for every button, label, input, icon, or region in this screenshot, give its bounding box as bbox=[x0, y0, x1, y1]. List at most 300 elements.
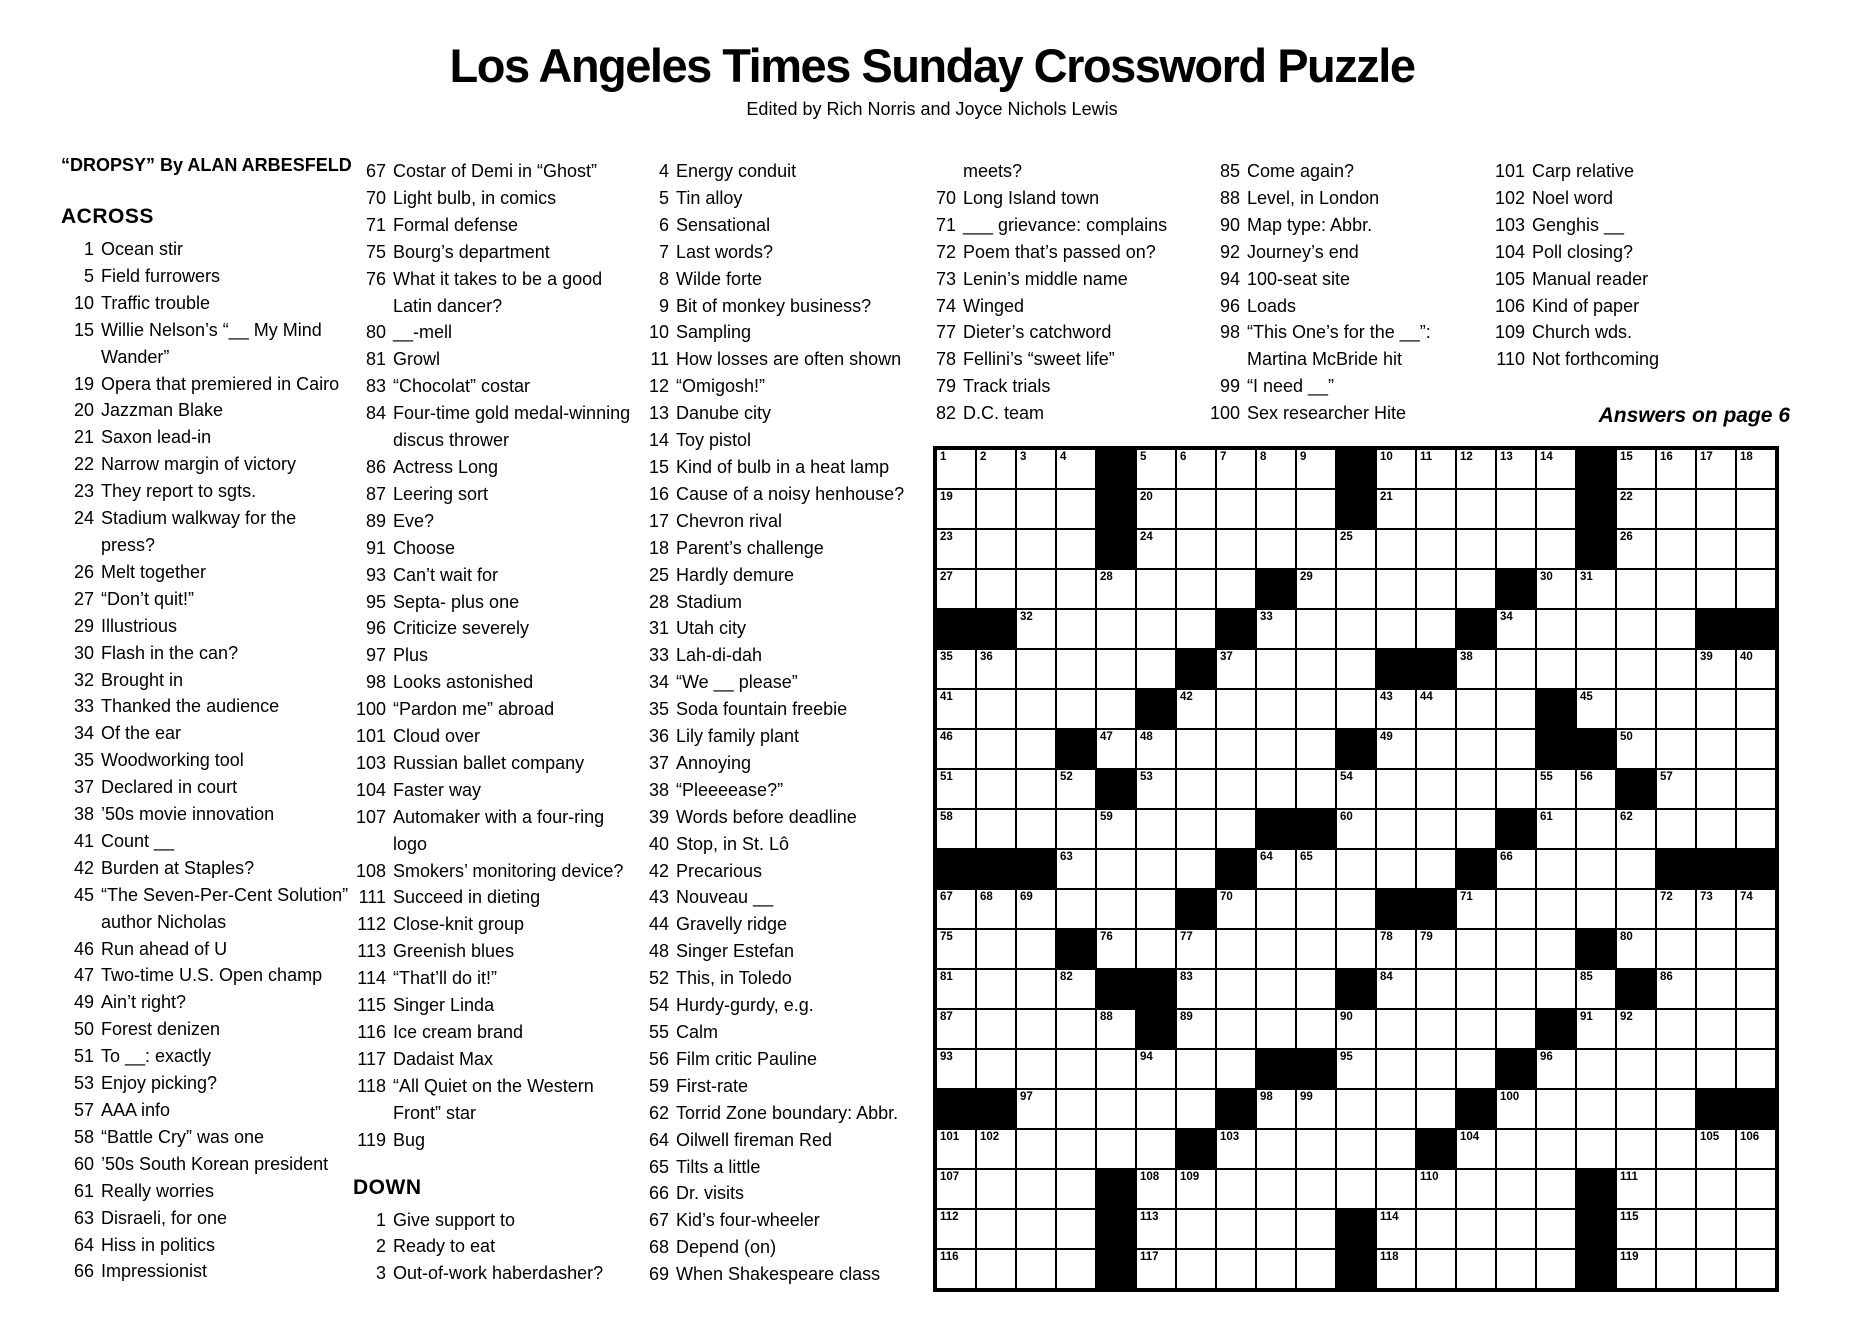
cell-number: 28 bbox=[1100, 571, 1113, 583]
cell-number: 98 bbox=[1260, 1091, 1273, 1103]
clue-number: 51 bbox=[73, 1046, 94, 1067]
grid-cell-black bbox=[1096, 769, 1136, 809]
grid-cell bbox=[1296, 929, 1336, 969]
grid-cell bbox=[1536, 809, 1576, 849]
clue-text: Level, in London bbox=[1247, 187, 1380, 208]
grid-cell bbox=[1696, 889, 1736, 929]
clue-110 bbox=[1492, 346, 1802, 373]
grid-cell bbox=[1376, 929, 1416, 969]
cell-number: 99 bbox=[1300, 1091, 1313, 1103]
cell-number: 37 bbox=[1220, 651, 1233, 663]
grid-cell bbox=[1056, 1009, 1096, 1049]
grid-cell bbox=[1696, 569, 1736, 609]
clue-15 bbox=[636, 454, 924, 481]
clue-52 bbox=[636, 965, 924, 992]
clue-97 bbox=[353, 642, 641, 669]
grid-cell bbox=[1336, 609, 1376, 649]
grid-cell bbox=[1416, 1009, 1456, 1049]
grid-cell bbox=[1176, 1089, 1216, 1129]
grid-cell bbox=[1736, 1209, 1776, 1249]
grid-cell bbox=[1656, 569, 1696, 609]
clue-text: Two-time U.S. Open champ bbox=[101, 965, 323, 986]
grid-cell bbox=[1496, 889, 1536, 929]
grid-cell-black bbox=[976, 609, 1016, 649]
grid-cell bbox=[1016, 1249, 1056, 1289]
clue-text: First-rate bbox=[676, 1075, 748, 1096]
clue-65 bbox=[636, 1154, 924, 1181]
cell-number: 7 bbox=[1220, 451, 1227, 463]
grid-cell bbox=[1536, 889, 1576, 929]
grid-cell bbox=[1096, 1129, 1136, 1169]
grid-cell-black bbox=[1456, 609, 1496, 649]
grid-cell-black bbox=[1096, 969, 1136, 1009]
grid-cell bbox=[1016, 729, 1056, 769]
grid-cell bbox=[1336, 569, 1376, 609]
grid-cell bbox=[1056, 969, 1096, 1009]
cell-number: 55 bbox=[1540, 771, 1553, 783]
cell-number: 108 bbox=[1140, 1171, 1160, 1183]
grid-cell-black bbox=[1336, 489, 1376, 529]
clue-number: 2 bbox=[375, 1236, 386, 1257]
grid-cell-black bbox=[1096, 529, 1136, 569]
cell-number: 118 bbox=[1380, 1251, 1399, 1263]
grid-cell bbox=[1056, 569, 1096, 609]
grid-cell bbox=[1656, 649, 1696, 689]
clue-number: 24 bbox=[73, 508, 94, 529]
clue-17 bbox=[636, 508, 924, 535]
grid-cell bbox=[1616, 729, 1656, 769]
clue-text: Manual reader bbox=[1532, 268, 1649, 289]
clue-number: 70 bbox=[365, 187, 386, 208]
clue-37 bbox=[61, 774, 349, 801]
grid-cell bbox=[1496, 649, 1536, 689]
clue-text: Choose bbox=[393, 537, 456, 558]
clue-text: Annoying bbox=[676, 752, 752, 773]
grid-cell bbox=[1376, 769, 1416, 809]
grid-cell bbox=[1096, 569, 1136, 609]
clue-number: 4 bbox=[658, 161, 669, 181]
grid-cell bbox=[1696, 649, 1736, 689]
grid-cell bbox=[936, 1209, 976, 1249]
grid-cell bbox=[1736, 1049, 1776, 1089]
clue-number: 53 bbox=[73, 1073, 94, 1094]
grid-cell bbox=[1256, 489, 1296, 529]
clue-number: 35 bbox=[648, 699, 669, 720]
clue-number: 75 bbox=[365, 241, 386, 262]
clue-82 bbox=[923, 400, 1211, 427]
grid-cell bbox=[1696, 689, 1736, 729]
grid-cell-black bbox=[1216, 1089, 1256, 1129]
cell-number: 84 bbox=[1380, 971, 1393, 983]
clue-text: Jazzman Blake bbox=[101, 400, 224, 421]
clue-number: 14 bbox=[648, 430, 669, 451]
grid-cell bbox=[1256, 769, 1296, 809]
clue-32 bbox=[61, 667, 349, 694]
clue-90 bbox=[1207, 212, 1495, 239]
clue-10 bbox=[636, 319, 924, 346]
clue-text: Formal defense bbox=[393, 214, 519, 235]
cell-number: 57 bbox=[1660, 771, 1673, 783]
cell-number: 106 bbox=[1740, 1131, 1760, 1143]
clue-24 bbox=[61, 505, 349, 559]
clue-text: Journey’s end bbox=[1247, 241, 1359, 262]
clue-text: Singer Estefan bbox=[676, 941, 795, 962]
grid-cell bbox=[1136, 1049, 1176, 1089]
clue-number: 12 bbox=[648, 376, 669, 397]
grid-cell bbox=[1376, 1049, 1416, 1089]
grid-cell bbox=[1376, 449, 1416, 489]
clue-43 bbox=[636, 884, 924, 911]
cell-number: 66 bbox=[1500, 851, 1513, 863]
clue-text: “The Seven-Per-Cent Solution” author Nicholas bbox=[101, 884, 349, 932]
clue-14 bbox=[636, 427, 924, 454]
down-header: DOWN bbox=[353, 1175, 422, 1199]
grid-cell-black bbox=[1736, 609, 1776, 649]
clue-60 bbox=[61, 1151, 349, 1178]
grid-cell bbox=[1656, 489, 1696, 529]
clue-text: Run ahead of U bbox=[101, 938, 228, 959]
grid-cell bbox=[1696, 969, 1736, 1009]
clue-number: 22 bbox=[73, 454, 94, 475]
clue-text: Faster way bbox=[393, 779, 482, 800]
cell-number: 51 bbox=[940, 771, 953, 783]
grid-cell bbox=[1136, 929, 1176, 969]
clue-number: 32 bbox=[73, 669, 94, 690]
grid-cell bbox=[1656, 1169, 1696, 1209]
grid-cell bbox=[1376, 809, 1416, 849]
cell-number: 15 bbox=[1620, 451, 1633, 463]
cell-number: 13 bbox=[1500, 451, 1513, 463]
clue-64 bbox=[636, 1127, 924, 1154]
grid-cell bbox=[1216, 1209, 1256, 1249]
clue-text: Kind of paper bbox=[1532, 295, 1640, 316]
clue-number: 8 bbox=[658, 268, 669, 289]
cell-number: 112 bbox=[940, 1211, 959, 1223]
grid-cell bbox=[1136, 529, 1176, 569]
grid-cell bbox=[1136, 849, 1176, 889]
clue-number: 36 bbox=[648, 726, 669, 747]
grid-cell bbox=[1176, 849, 1216, 889]
clue-text: Growl bbox=[393, 349, 441, 370]
cell-number: 67 bbox=[940, 891, 953, 903]
grid-cell bbox=[1456, 809, 1496, 849]
cell-number: 74 bbox=[1740, 891, 1753, 903]
clue-30 bbox=[61, 640, 349, 667]
cell-number: 70 bbox=[1220, 891, 1233, 903]
clue-number: 79 bbox=[935, 376, 956, 397]
clue-text: Church wds. bbox=[1532, 322, 1633, 343]
clue-58 bbox=[61, 1124, 349, 1151]
grid-cell bbox=[1256, 729, 1296, 769]
grid-cell bbox=[1376, 569, 1416, 609]
cell-number: 69 bbox=[1020, 891, 1033, 903]
clue-number: 45 bbox=[73, 884, 94, 905]
clue-16 bbox=[636, 481, 924, 508]
grid-cell bbox=[1616, 1009, 1656, 1049]
grid-cell bbox=[1176, 1009, 1216, 1049]
grid-cell bbox=[1736, 929, 1776, 969]
cell-number: 83 bbox=[1180, 971, 1193, 983]
clue-text: Burden at Staples? bbox=[101, 857, 255, 878]
grid-cell bbox=[936, 889, 976, 929]
grid-cell bbox=[1496, 929, 1536, 969]
grid-cell bbox=[1656, 1209, 1696, 1249]
grid-cell-black bbox=[976, 1089, 1016, 1129]
grid-cell bbox=[1016, 689, 1056, 729]
clue-3 bbox=[353, 1260, 641, 1287]
clue-text: Traffic trouble bbox=[101, 292, 211, 313]
clue-continuation bbox=[923, 158, 1211, 185]
cell-number: 60 bbox=[1340, 811, 1353, 823]
clue-number: 98 bbox=[365, 672, 386, 693]
clue-number: 101 bbox=[355, 726, 386, 747]
clue-101 bbox=[1492, 158, 1802, 185]
grid-cell bbox=[1336, 529, 1376, 569]
clue-number: 76 bbox=[365, 268, 386, 289]
cell-number: 21 bbox=[1380, 491, 1393, 503]
grid-cell bbox=[1336, 689, 1376, 729]
clue-text: Stadium walkway for the press? bbox=[101, 508, 297, 555]
grid-cell bbox=[1456, 689, 1496, 729]
grid-cell bbox=[976, 969, 1016, 1009]
cell-number: 4 bbox=[1060, 451, 1067, 463]
clue-number: 3 bbox=[375, 1263, 386, 1284]
cell-number: 76 bbox=[1100, 931, 1113, 943]
clue-22 bbox=[61, 451, 349, 478]
clue-number: 21 bbox=[73, 427, 94, 448]
grid-cell bbox=[1176, 689, 1216, 729]
cell-number: 48 bbox=[1140, 731, 1153, 743]
grid-cell bbox=[1216, 769, 1256, 809]
clue-15 bbox=[61, 317, 349, 371]
grid-cell-black bbox=[936, 849, 976, 889]
clue-number: 9 bbox=[658, 295, 669, 316]
cell-number: 87 bbox=[940, 1011, 953, 1023]
cell-number: 65 bbox=[1300, 851, 1313, 863]
grid-cell bbox=[1656, 769, 1696, 809]
grid-cell bbox=[1736, 1009, 1776, 1049]
grid-cell bbox=[1256, 1009, 1296, 1049]
cell-number: 22 bbox=[1620, 491, 1633, 503]
clue-text: Declared in court bbox=[101, 777, 238, 798]
cell-number: 62 bbox=[1620, 811, 1633, 823]
clue-text: Nouveau __ bbox=[676, 887, 774, 908]
cell-number: 47 bbox=[1100, 731, 1113, 743]
grid-cell bbox=[1736, 449, 1776, 489]
grid-cell bbox=[976, 889, 1016, 929]
grid-cell bbox=[1616, 1129, 1656, 1169]
cell-number: 93 bbox=[940, 1051, 953, 1063]
clue-text: Loads bbox=[1247, 295, 1297, 316]
clue-text: Thanked the audience bbox=[101, 696, 280, 717]
clue-text: Brought in bbox=[101, 669, 184, 690]
clue-text: Long Island town bbox=[963, 187, 1100, 208]
clue-number: 7 bbox=[658, 241, 669, 262]
grid-cell bbox=[1736, 969, 1776, 1009]
grid-cell bbox=[1136, 769, 1176, 809]
grid-cell bbox=[1096, 849, 1136, 889]
grid-cell-black bbox=[1096, 1249, 1136, 1289]
cell-number: 30 bbox=[1540, 571, 1553, 583]
cell-number: 19 bbox=[940, 491, 953, 503]
cell-number: 97 bbox=[1020, 1091, 1033, 1103]
clue-text: Torrid Zone boundary: Abbr. bbox=[676, 1102, 899, 1123]
clue-number: 102 bbox=[1494, 187, 1525, 208]
grid-cell bbox=[1256, 929, 1296, 969]
grid-cell bbox=[1136, 609, 1176, 649]
clue-73 bbox=[923, 266, 1211, 293]
grid-cell bbox=[1456, 1129, 1496, 1169]
clue-34 bbox=[61, 720, 349, 747]
cell-number: 10 bbox=[1380, 451, 1393, 463]
clue-49 bbox=[61, 989, 349, 1016]
clue-48 bbox=[636, 938, 924, 965]
clue-number: 1 bbox=[83, 239, 94, 259]
grid-cell bbox=[1456, 1249, 1496, 1289]
clue-number: 68 bbox=[648, 1237, 669, 1258]
clue-text: Woodworking tool bbox=[101, 750, 244, 771]
grid-cell bbox=[1656, 449, 1696, 489]
grid-cell-black bbox=[1256, 809, 1296, 849]
grid-cell bbox=[1376, 1169, 1416, 1209]
grid-cell bbox=[1016, 769, 1056, 809]
grid-cell bbox=[1496, 849, 1536, 889]
grid-cell bbox=[1016, 929, 1056, 969]
grid-cell bbox=[1416, 769, 1456, 809]
clue-column-2 bbox=[353, 158, 641, 1287]
cell-number: 85 bbox=[1580, 971, 1593, 983]
cell-number: 25 bbox=[1340, 531, 1353, 543]
cell-number: 1 bbox=[940, 451, 947, 463]
grid-cell bbox=[1176, 769, 1216, 809]
cell-number: 96 bbox=[1540, 1051, 1553, 1063]
grid-cell bbox=[1296, 889, 1336, 929]
clue-column-3 bbox=[636, 158, 924, 1288]
clue-text: Out-of-work haberdasher? bbox=[393, 1263, 604, 1284]
clue-84 bbox=[353, 400, 641, 454]
clue-text: Dadaist Max bbox=[393, 1048, 494, 1069]
clue-text: Soda fountain freebie bbox=[676, 699, 848, 720]
clue-text: Eve? bbox=[393, 510, 435, 531]
grid-cell-black bbox=[1616, 769, 1656, 809]
clue-116 bbox=[353, 1019, 641, 1046]
clue-text: ___ grievance: complains bbox=[963, 214, 1168, 235]
grid-cell-black bbox=[1056, 729, 1096, 769]
grid-cell bbox=[1176, 1209, 1216, 1249]
clue-number: 11 bbox=[650, 349, 669, 370]
grid-cell bbox=[1016, 969, 1056, 1009]
clue-text: Toy pistol bbox=[676, 430, 752, 451]
grid-cell bbox=[1176, 529, 1216, 569]
clue-column-1 bbox=[61, 152, 352, 1285]
cell-number: 54 bbox=[1340, 771, 1353, 783]
grid-cell bbox=[1416, 1169, 1456, 1209]
grid-cell bbox=[1016, 449, 1056, 489]
grid-cell bbox=[1536, 929, 1576, 969]
cell-number: 56 bbox=[1580, 771, 1593, 783]
grid-cell bbox=[976, 449, 1016, 489]
clue-text: Smokers’ monitoring device? bbox=[393, 860, 624, 881]
clue-103 bbox=[353, 750, 641, 777]
grid-cell bbox=[976, 1209, 1016, 1249]
grid-cell bbox=[1016, 569, 1056, 609]
grid-cell bbox=[936, 1009, 976, 1049]
clue-number: 114 bbox=[357, 968, 386, 989]
clue-text: Impressionist bbox=[101, 1261, 208, 1282]
grid-cell bbox=[1656, 1129, 1696, 1169]
grid-cell bbox=[1416, 449, 1456, 489]
clue-53 bbox=[61, 1070, 349, 1097]
clue-number: 98 bbox=[1219, 322, 1240, 343]
grid-cell bbox=[1496, 1129, 1536, 1169]
cell-number: 110 bbox=[1420, 1171, 1439, 1183]
grid-cell bbox=[1696, 809, 1736, 849]
clue-text: To __: exactly bbox=[101, 1046, 212, 1067]
grid-cell bbox=[1496, 1169, 1536, 1209]
cell-number: 102 bbox=[980, 1131, 1000, 1143]
grid-cell bbox=[1416, 969, 1456, 1009]
grid-cell bbox=[1256, 889, 1296, 929]
grid-cell bbox=[1536, 1129, 1576, 1169]
grid-cell bbox=[1136, 569, 1176, 609]
grid-cell bbox=[1296, 689, 1336, 729]
cell-number: 81 bbox=[940, 971, 953, 983]
cell-number: 58 bbox=[940, 811, 953, 823]
grid-cell bbox=[1576, 1089, 1616, 1129]
grid-cell bbox=[1016, 1089, 1056, 1129]
clue-42 bbox=[636, 858, 924, 885]
clue-text: Map type: Abbr. bbox=[1247, 214, 1373, 235]
grid-cell bbox=[1216, 569, 1256, 609]
grid-cell bbox=[936, 449, 976, 489]
grid-cell bbox=[1296, 769, 1336, 809]
clue-number: 60 bbox=[73, 1153, 94, 1174]
grid-cell bbox=[1456, 1169, 1496, 1209]
grid-cell bbox=[1296, 1129, 1336, 1169]
clue-72 bbox=[923, 239, 1211, 266]
grid-cell-black bbox=[1016, 849, 1056, 889]
grid-cell bbox=[1416, 1089, 1456, 1129]
grid-cell-black bbox=[1736, 1089, 1776, 1129]
grid-cell bbox=[1216, 889, 1256, 929]
cell-number: 88 bbox=[1100, 1011, 1113, 1023]
cell-number: 101 bbox=[940, 1131, 960, 1143]
clue-number: 38 bbox=[73, 804, 94, 825]
clue-98 bbox=[353, 669, 641, 696]
grid-cell bbox=[1656, 609, 1696, 649]
clue-number: 34 bbox=[648, 672, 669, 693]
grid-cell-black bbox=[1376, 649, 1416, 689]
cell-number: 115 bbox=[1620, 1211, 1639, 1223]
cell-number: 27 bbox=[940, 571, 953, 583]
grid-cell-black bbox=[1496, 1049, 1536, 1089]
cell-number: 50 bbox=[1620, 731, 1633, 743]
clue-1 bbox=[353, 1207, 641, 1234]
clue-29 bbox=[61, 613, 349, 640]
grid-cell-black bbox=[1176, 649, 1216, 689]
clue-text: Depend (on) bbox=[676, 1237, 777, 1258]
grid-cell bbox=[1256, 449, 1296, 489]
grid-cell bbox=[1256, 849, 1296, 889]
clue-number: 106 bbox=[1494, 295, 1525, 316]
grid-cell bbox=[1216, 1009, 1256, 1049]
clue-number: 113 bbox=[357, 941, 386, 962]
grid-cell-black bbox=[1736, 849, 1776, 889]
grid-cell bbox=[1176, 449, 1216, 489]
clue-number: 101 bbox=[1494, 161, 1525, 181]
grid-cell bbox=[1176, 1049, 1216, 1089]
grid-cell-black bbox=[1576, 489, 1616, 529]
